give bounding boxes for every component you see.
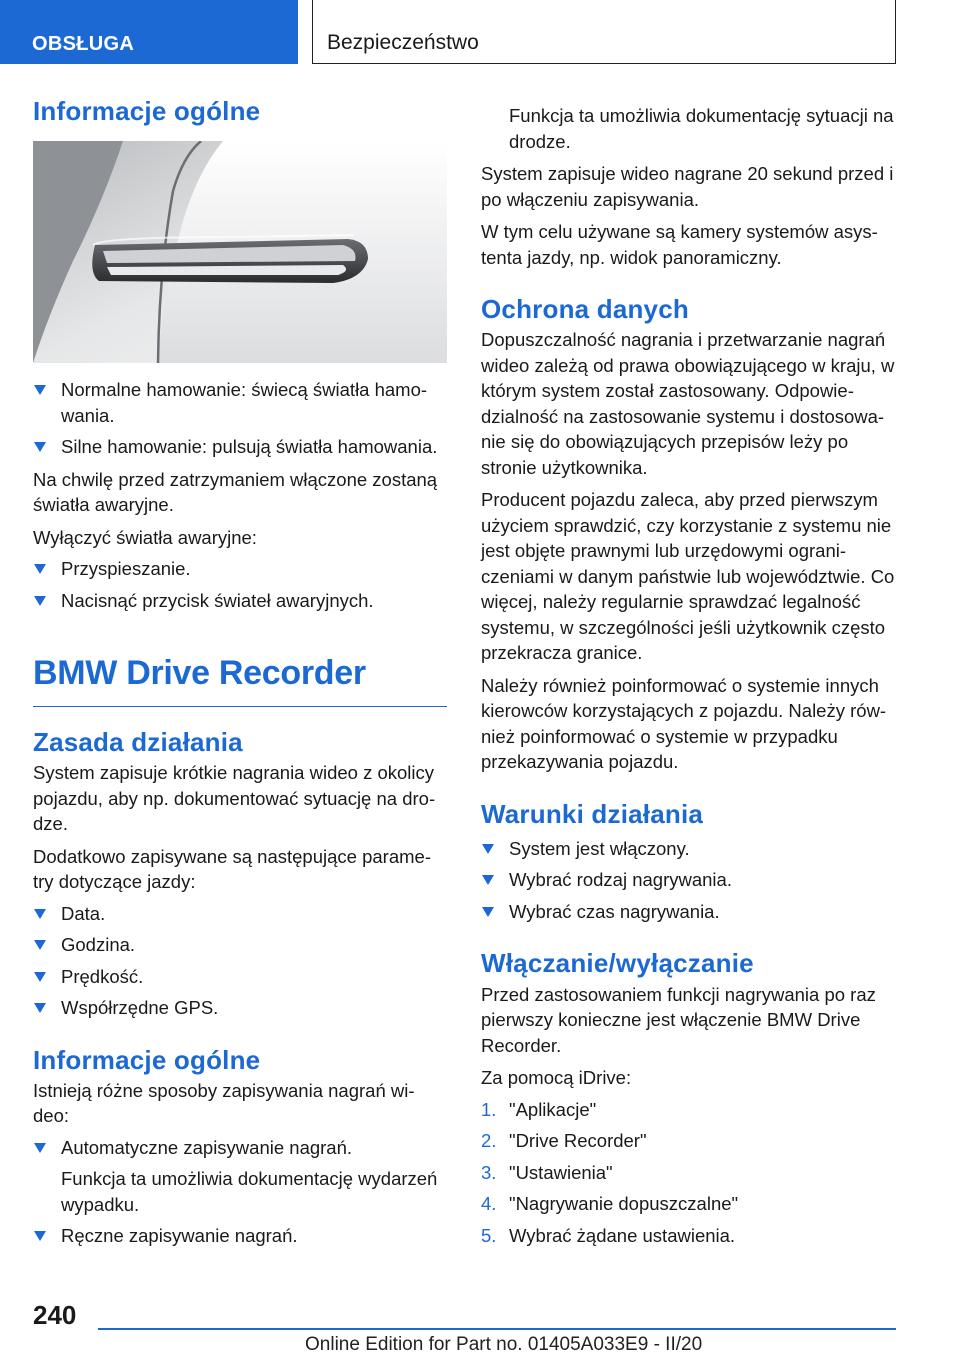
bullet-triangle-icon — [34, 442, 46, 452]
heading-bmw-drive-recorder: BMW Drive Recorder — [33, 653, 447, 707]
edition-note: Online Edition for Part no. 01405A033E9 - II/20 — [305, 1334, 703, 1355]
list-item: Współrzędne GPS. — [33, 995, 447, 1021]
step-number: 3. — [481, 1161, 497, 1183]
heading-informacje-ogolne-2: Informacje ogólne — [33, 1044, 261, 1075]
step-number: 4. — [481, 1193, 497, 1215]
page-number: 240 — [33, 1300, 77, 1330]
bullet-triangle-icon — [482, 875, 494, 885]
heading-zasada-dzialania: Zasada działania — [33, 726, 243, 757]
paragraph: Należy również poinformować o systemie innych kierowców korzystających z pojazdu. Należy rów-nież poinformować o systemie w przypadku przekazywania pojazdu. — [481, 674, 887, 773]
bullet-triangle-icon — [34, 385, 46, 395]
bullet-triangle-icon — [34, 596, 46, 606]
list-item: Wybrać rodzaj nagrywania. — [481, 867, 896, 893]
list-item: Przyspieszanie. — [33, 556, 447, 582]
step-item: 2. "Drive Recorder" — [481, 1128, 896, 1154]
list-item: Godzina. — [33, 932, 447, 958]
list-item-description: Funkcja ta umożliwia dokumentację sytuacji na drodze. — [509, 105, 894, 152]
paragraph: System zapisuje wideo nagrane 20 sekund przed i po włączeniu zapisywania. — [481, 163, 894, 210]
tail-light-image — [33, 141, 447, 363]
left-column — [33, 96, 447, 1249]
list-item: Nacisnąć przycisk świateł awaryjnych. — [33, 588, 447, 614]
step-item: 1. "Aplikacje" — [481, 1097, 896, 1123]
heading-informacje-ogolne: Informacje ogólne — [33, 96, 261, 126]
bullet-triangle-icon — [34, 564, 46, 574]
paragraph: Dodatkowo zapisywane są następujące parame-try dotyczące jazdy: — [33, 845, 431, 893]
heading-warunki-dzialania: Warunki działania — [481, 798, 704, 829]
list-item: System jest włączony. — [481, 836, 896, 862]
list-item: Wybrać czas nagrywania. — [481, 899, 896, 925]
step-number: 2. — [481, 1130, 497, 1152]
list-item: Normalne hamowanie: świecą światła hamo-wania. — [33, 377, 447, 428]
right-column — [481, 103, 896, 1248]
paragraph: Producent pojazdu zaleca, aby przed pierwszym użyciem sprawdzić, czy korzystanie z systemu nie jest objęte prawnymi lub urzędowymi ograni-czeniami w danym państwie lub województwie. Co więcej, należy regularnie sprawdzać legalność systemu, w szczególności jeśli użytkownik często przekracza granice. — [481, 489, 895, 664]
bullet-triangle-icon — [482, 844, 494, 854]
bullet-triangle-icon — [34, 1143, 46, 1153]
list-item: Silne hamowanie: pulsują światła hamowania. — [33, 434, 447, 460]
list-item: Prędkość. — [33, 964, 447, 990]
paragraph: Wyłączyć światła awaryjne: — [33, 526, 257, 548]
paragraph: Na chwilę przed zatrzymaniem włączone zostaną światła awaryjne. — [33, 468, 438, 516]
section-tab: OBSŁUGA — [0, 0, 298, 64]
paragraph: Za pomocą iDrive: — [481, 1067, 632, 1089]
bullet-triangle-icon — [34, 1231, 46, 1241]
paragraph: System zapisuje krótkie nagrania wideo z okolicy pojazdu, aby np. dokumentować sytuację na dro-dze. — [33, 762, 436, 835]
step-item: 4. "Nagrywanie dopuszczalne" — [481, 1191, 896, 1217]
list-item: Automatyczne zapisywanie nagrań. — [33, 1135, 447, 1161]
step-number: 5. — [481, 1224, 497, 1246]
list-item: Ręczne zapisywanie nagrań. — [33, 1223, 447, 1249]
bullet-triangle-icon — [34, 940, 46, 950]
heading-ochrona-danych: Ochrona danych — [481, 294, 689, 324]
paragraph: Przed zastosowaniem funkcji nagrywania po raz pierwszy konieczne jest włączenie BMW Drive Recorder. — [481, 983, 876, 1056]
paragraph: Dopuszczalność nagrania i przetwarzanie nagrań wideo zależą od prawa obowiązującego w kraju, w którym system został zastosowany. Odpowie-dzialność na zastosowanie systemu i dostosowa-nie się do obowiązujących przepisów leży po stronie użytkownika. — [481, 329, 895, 478]
footer-divider — [98, 1328, 896, 1330]
step-number: 1. — [481, 1098, 497, 1120]
step-item: 3. "Ustawienia" — [481, 1160, 896, 1186]
chapter-title: Bezpieczeństwo — [312, 0, 896, 64]
heading-wlaczanie-wylaczanie: Włączanie/wyłączanie — [481, 948, 754, 979]
bullet-triangle-icon — [34, 1003, 46, 1013]
list-item: Data. — [33, 901, 447, 927]
bullet-triangle-icon — [482, 907, 494, 917]
paragraph: W tym celu używane są kamery systemów asys-tenta jazdy, np. widok panoramiczny. — [481, 221, 878, 268]
bullet-triangle-icon — [34, 972, 46, 982]
paragraph: Istnieją różne sposoby zapisywania nagrań wi-deo: — [33, 1079, 415, 1127]
bullet-triangle-icon — [34, 909, 46, 919]
list-item-description: Funkcja ta umożliwia dokumentację wydarzeń wypadku. — [61, 1168, 438, 1215]
step-item: 5. Wybrać żądane ustawienia. — [481, 1223, 896, 1249]
